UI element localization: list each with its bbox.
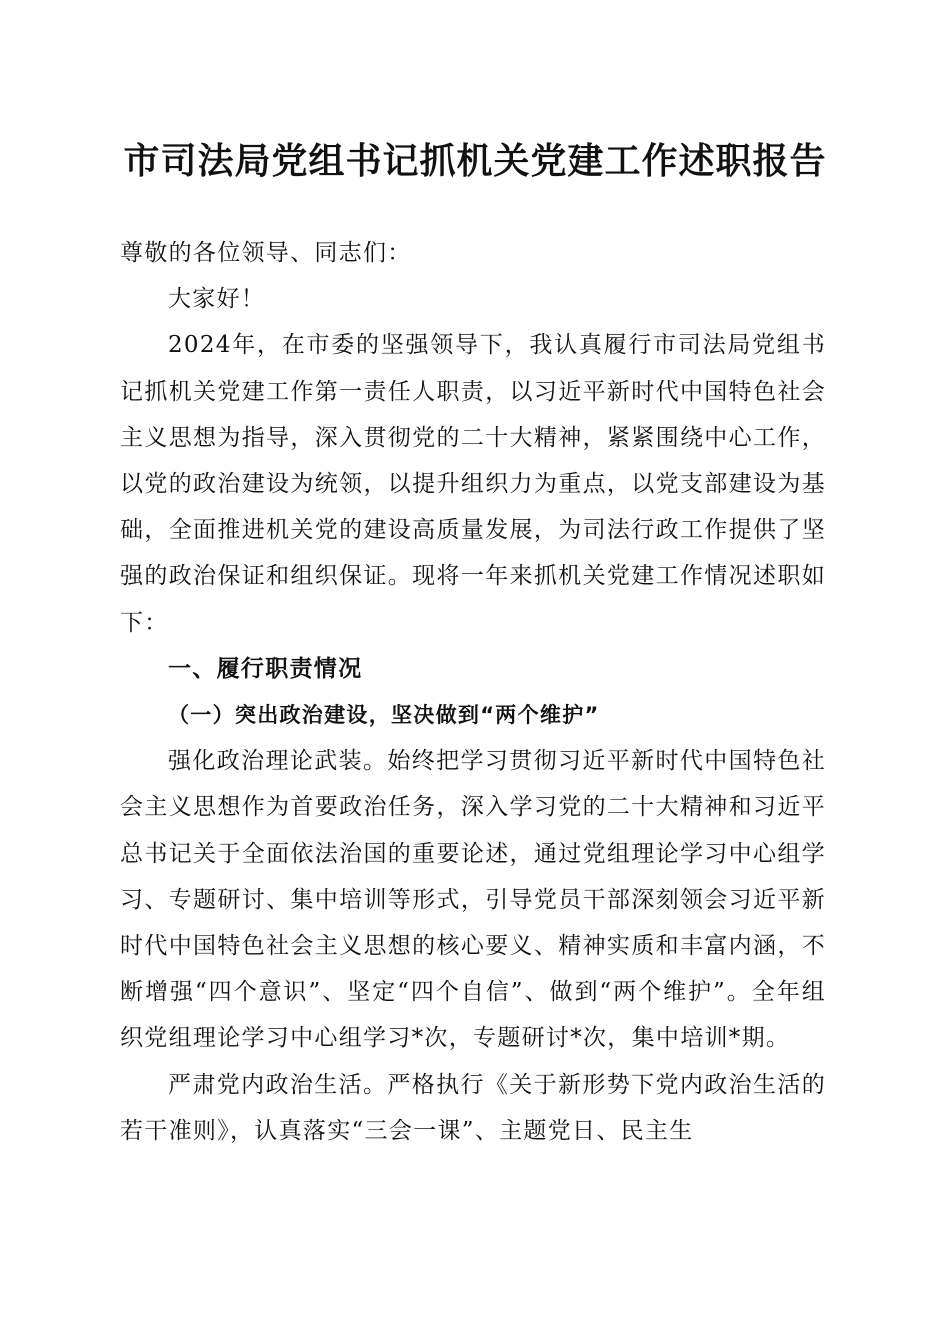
intro-paragraph: 2024年，在市委的坚强领导下，我认真履行市司法局党组书记抓机关党建工作第一责任人职责，以习近平新时代中国特色社会主义思想为指导，深入贯彻党的二十大精神，紧紧围绕中心工作，以党的政治建设为统领，以提升组织力为重点，以党支部建设为基础，全面推进机关党的建设高质量发展，为司法行政工作提供了坚强的政治保证和组织保证。现将一年来抓机关党建工作情况述职如下： [120, 332, 826, 636]
subsection-heading: （一）突出政治建设，坚决做到“两个维护” [168, 703, 600, 728]
body-paragraph: 强化政治理论武装。始终把学习贯彻习近平新时代中国特色社会主义思想作为首要政治任务，深入学习党的二十大精神和习近平总书记关于全面依法治国的重要论述，通过党组理论学习中心组学习、专题研讨、集中培训等形式，引导党员干部深刻领会习近平新时代中国特色社会主义思想的核心要义、精神实质和丰富内涵，不断增强“四个意识”、坚定“四个自信”、做到“两个维护”。全年组织党组理论学习中心组学习*次，专题研讨*次，集中培训*期。 [120, 748, 826, 1052]
section-heading: 一、履行职责情况 [168, 655, 363, 682]
greeting: 大家好！ [168, 286, 266, 313]
body-paragraph: 严肃党内政治生活。严格执行《关于新形势下党内政治生活的若干准则》，认真落实“三会一课”、主题党日、民主生 [120, 1071, 826, 1144]
document-title: 市司法局党组书记抓机关党建工作述职报告 [123, 140, 827, 182]
document-body [120, 230, 826, 1154]
salutation: 尊敬的各位领导、同志们： [120, 240, 412, 266]
